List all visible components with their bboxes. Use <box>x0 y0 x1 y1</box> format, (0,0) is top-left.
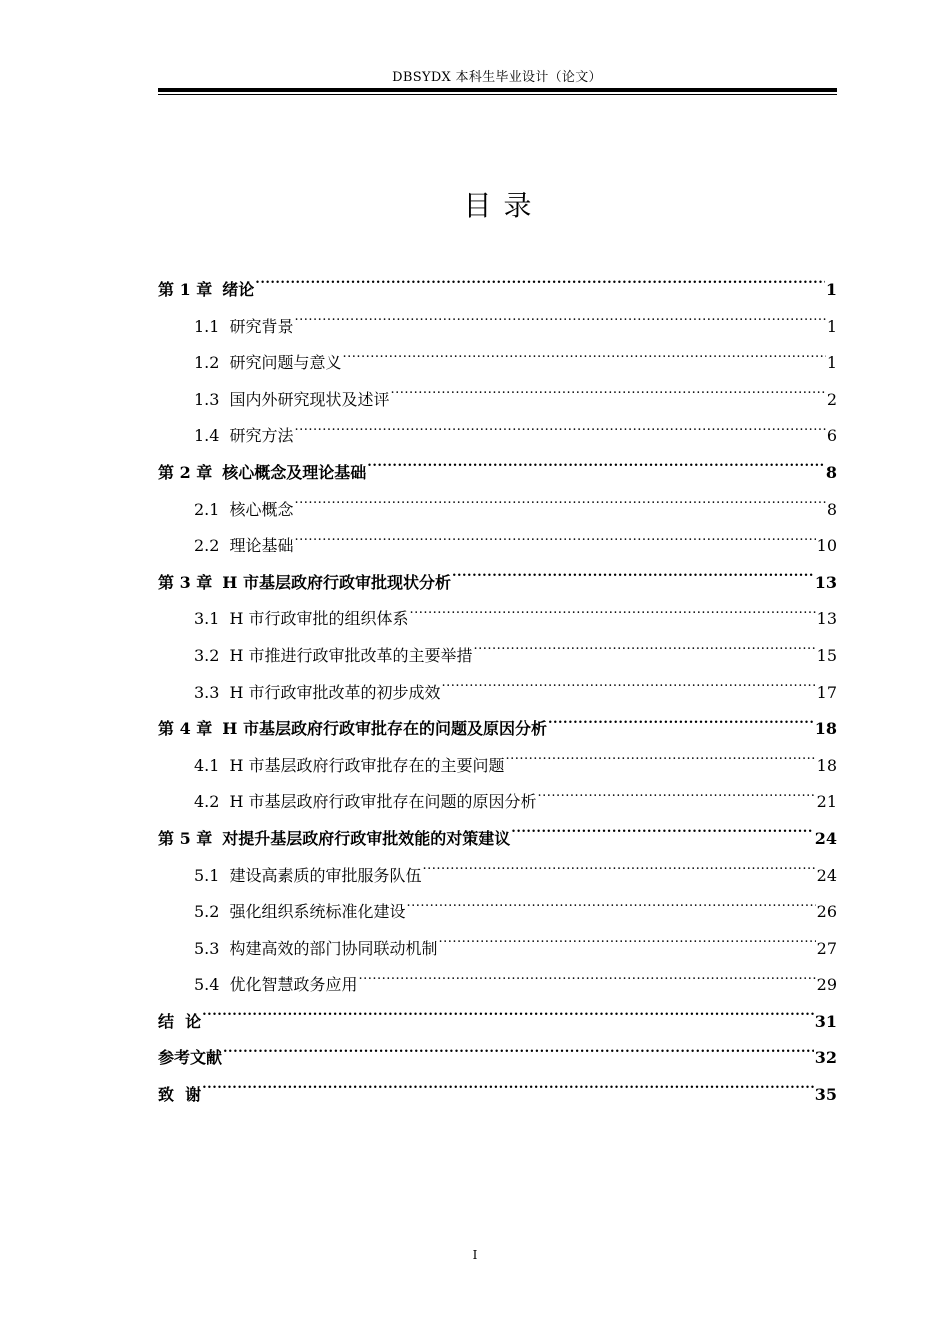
toc-entry-number: 5.3 <box>194 938 220 958</box>
toc-entry-page: 35 <box>814 1085 837 1105</box>
toc-entry-label: 优化智慧政务应用 <box>229 975 358 995</box>
toc-section-entry[interactable] <box>158 931 837 968</box>
toc-entry-number: 第 1 章 <box>158 280 213 299</box>
toc-dot-leader <box>452 572 814 588</box>
table-of-contents <box>158 272 837 1114</box>
header-rule-thick <box>158 88 837 92</box>
toc-entry-label: 致 谢 <box>158 1085 202 1105</box>
toc-entry-page: 32 <box>814 1048 837 1068</box>
toc-chapter-entry[interactable] <box>158 565 837 602</box>
toc-entry-page: 18 <box>814 719 837 739</box>
toc-entry-number: 第 2 章 <box>158 462 213 482</box>
toc-entry-page: 8 <box>825 462 837 482</box>
toc-entry-page: 24 <box>814 828 837 848</box>
toc-entry-label: 建设高素质的审批服务队伍 <box>229 865 422 885</box>
toc-section-entry[interactable] <box>158 858 837 895</box>
toc-dot-leader <box>442 682 816 698</box>
toc-entry-number: 第 5 章 <box>158 828 213 848</box>
toc-entry-number: 1.4 <box>194 426 220 446</box>
toc-entry-label: 研究方法 <box>229 426 294 446</box>
toc-section-entry[interactable] <box>158 748 837 785</box>
toc-entry-page: 13 <box>814 572 837 592</box>
toc-section-entry[interactable] <box>158 638 837 675</box>
toc-entry-label: 理论基础 <box>229 536 294 556</box>
toc-section-entry[interactable] <box>158 601 837 638</box>
toc-dot-leader <box>422 865 815 881</box>
toc-entry-page: 27 <box>816 938 837 958</box>
toc-dot-leader <box>358 974 815 990</box>
toc-dot-leader <box>202 1011 814 1027</box>
toc-entry-label: 核心概念 <box>229 499 294 519</box>
toc-entry-number: 5.4 <box>194 975 220 995</box>
toc-entry-page: 17 <box>816 682 837 702</box>
toc-entry-number: 4.1 <box>194 755 220 775</box>
toc-entry-page: 26 <box>816 902 837 922</box>
toc-dot-leader <box>474 645 816 661</box>
toc-entry-page: 13 <box>816 609 837 629</box>
toc-entry-page: 2 <box>826 389 837 409</box>
toc-entry-number: 2.1 <box>194 499 220 519</box>
toc-dot-leader <box>294 316 825 332</box>
toc-entry-page: 8 <box>826 499 837 519</box>
page-number: I <box>472 1248 478 1262</box>
toc-entry-number: 第 4 章 <box>158 719 213 739</box>
toc-entry-label: H 市基层政府行政审批存在的问题及原因分析 <box>222 719 547 739</box>
page-header: DBSYDX 本科生毕业设计（论文） <box>392 70 602 85</box>
toc-entry-label: 国内外研究现状及述评 <box>229 389 390 409</box>
toc-entry-number: 1.1 <box>194 316 220 336</box>
toc-dot-leader <box>367 462 825 478</box>
toc-entry-label: H 市基层政府行政审批现状分析 <box>222 572 451 592</box>
toc-entry-label: H 市基层政府行政审批存在问题的原因分析 <box>229 792 537 812</box>
toc-entry-label: H 市基层政府行政审批存在的主要问题 <box>229 755 505 775</box>
toc-entry-number: 1.2 <box>194 353 220 373</box>
toc-chapter-entry[interactable] <box>158 711 837 748</box>
toc-entry-page: 6 <box>826 426 837 446</box>
toc-entry-label: 核心概念及理论基础 <box>222 462 367 482</box>
toc-chapter-entry[interactable] <box>158 821 837 858</box>
toc-entry-label: H 市行政审批的组织体系 <box>229 609 409 629</box>
toc-entry-page: 24 <box>816 865 837 885</box>
toc-dot-leader <box>406 901 815 917</box>
toc-entry-label: H 市行政审批改革的初步成效 <box>229 682 441 702</box>
toc-section-entry[interactable] <box>158 967 837 1004</box>
toc-entry-number: 第 3 章 <box>158 572 213 592</box>
toc-title: 目录 <box>463 189 544 222</box>
toc-dot-leader <box>506 755 816 771</box>
toc-chapter-entry[interactable] <box>158 1040 837 1077</box>
toc-section-entry[interactable] <box>158 345 837 382</box>
toc-chapter-entry[interactable] <box>158 272 837 309</box>
toc-dot-leader <box>390 389 825 405</box>
toc-dot-leader <box>294 425 825 441</box>
toc-entry-page: 29 <box>816 975 837 995</box>
toc-section-entry[interactable] <box>158 418 837 455</box>
toc-dot-leader <box>511 828 813 844</box>
toc-entry-page: 1 <box>826 316 837 336</box>
toc-entry-number: 3.1 <box>194 609 220 629</box>
toc-entry-page: 1 <box>825 280 837 299</box>
toc-dot-leader <box>410 608 816 624</box>
toc-entry-label: 参考文献 <box>158 1048 223 1068</box>
toc-entry-page: 21 <box>816 792 837 812</box>
toc-section-entry[interactable] <box>158 309 837 346</box>
toc-entry-page: 10 <box>816 536 837 556</box>
toc-entry-label: 绪论 <box>222 280 255 299</box>
toc-section-entry[interactable] <box>158 894 837 931</box>
toc-entry-page: 18 <box>816 755 837 775</box>
toc-entry-label: 研究背景 <box>229 316 294 336</box>
toc-dot-leader <box>223 1047 814 1063</box>
toc-entry-number: 3.3 <box>194 682 220 702</box>
toc-dot-leader <box>202 1084 814 1100</box>
toc-chapter-entry[interactable] <box>158 1077 837 1114</box>
toc-entry-number: 5.2 <box>194 902 220 922</box>
toc-dot-leader <box>548 718 814 734</box>
toc-entry-page: 15 <box>816 645 837 665</box>
toc-entry-label: 研究问题与意义 <box>229 353 342 373</box>
toc-entry-label: 构建高效的部门协同联动机制 <box>229 938 438 958</box>
toc-entry-label: H 市推进行政审批改革的主要举措 <box>229 645 473 665</box>
toc-dot-leader <box>294 499 825 515</box>
toc-entry-label: 强化组织系统标准化建设 <box>229 902 406 922</box>
toc-section-entry[interactable] <box>158 675 837 712</box>
toc-entry-number: 3.2 <box>194 645 220 665</box>
toc-entry-number: 4.2 <box>194 792 220 812</box>
toc-chapter-entry[interactable] <box>158 1004 837 1041</box>
toc-entry-page: 31 <box>814 1011 837 1031</box>
toc-entry-label: 对提升基层政府行政审批效能的对策建议 <box>222 828 511 848</box>
toc-entry-number: 5.1 <box>194 865 220 885</box>
toc-entry-label: 结 论 <box>158 1011 202 1031</box>
toc-section-entry[interactable] <box>158 492 837 529</box>
toc-section-entry[interactable] <box>158 528 837 565</box>
toc-section-entry[interactable] <box>158 382 837 419</box>
header-rule-thin <box>158 94 837 95</box>
toc-entry-number: 1.3 <box>194 389 220 409</box>
toc-dot-leader <box>255 279 825 295</box>
toc-dot-leader <box>342 352 825 368</box>
toc-dot-leader <box>438 938 815 954</box>
toc-chapter-entry[interactable] <box>158 455 837 492</box>
toc-dot-leader <box>538 791 816 807</box>
toc-dot-leader <box>294 535 815 551</box>
toc-entry-page: 1 <box>826 353 837 373</box>
toc-entry-number: 2.2 <box>194 536 220 556</box>
toc-section-entry[interactable] <box>158 784 837 821</box>
